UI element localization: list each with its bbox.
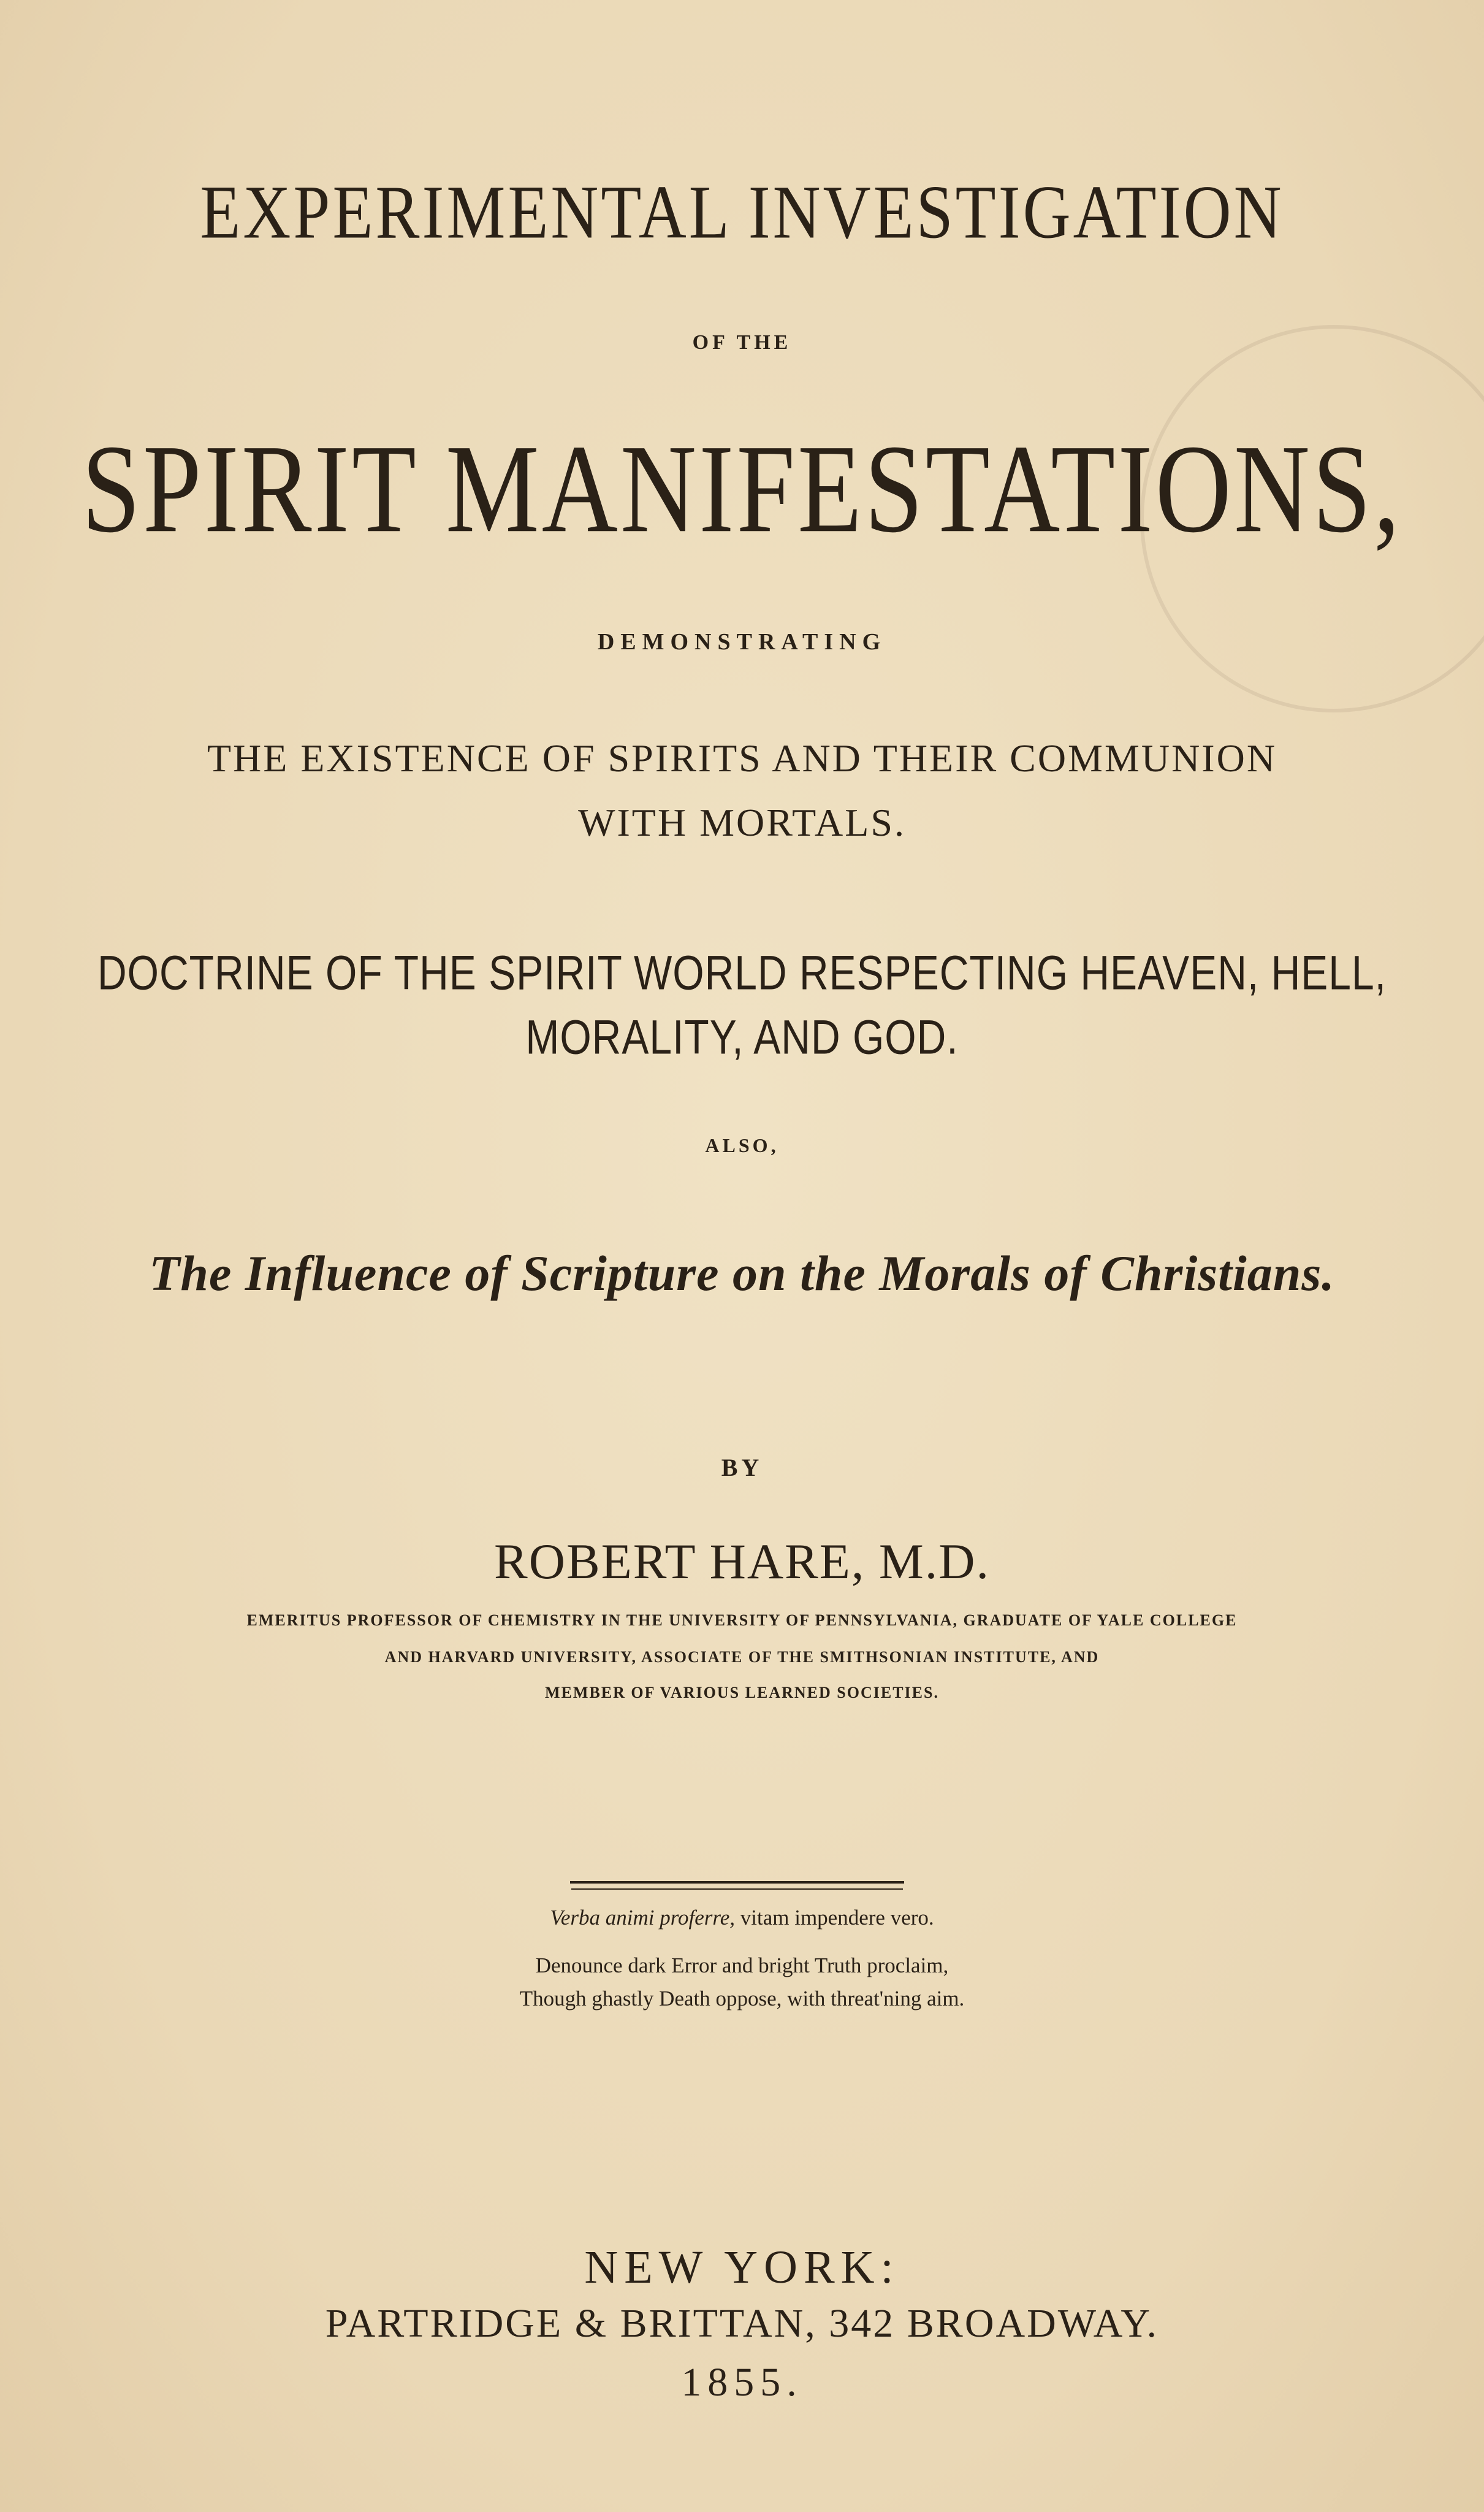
imprint-publisher: PARTRIDGE & BRITTAN, 342 BROADWAY. [325, 2301, 1159, 2346]
motto-verse-2: Though ghastly Death oppose, with threat'ning aim. [519, 1987, 965, 2010]
motto-latin-rest: vitam impendere vero. [735, 1906, 934, 1930]
main-title: SPIRIT MANIFESTATIONS, [82, 419, 1402, 559]
subtitle-line-1: THE EXISTENCE OF SPIRITS AND THEIR COMMUNION [207, 736, 1277, 780]
motto-verse-1: Denounce dark Error and bright Truth proclaim, [535, 1953, 949, 1977]
by-label: BY [721, 1454, 763, 1481]
title-line-2: OF THE [692, 331, 792, 354]
subtitle-demonstrating: DEMONSTRATING [597, 629, 887, 655]
imprint-year: 1855. [681, 2360, 803, 2405]
credentials-line-2: AND HARVARD UNIVERSITY, ASSOCIATE OF THE SMITHSONIAN INSTITUTE, AND [384, 1648, 1100, 1666]
imprint-city: NEW YORK: [584, 2242, 900, 2293]
also-label: ALSO, [705, 1134, 779, 1156]
doctrine-line-2: MORALITY, AND GOD. [525, 1009, 959, 1064]
credentials-line-3: MEMBER OF VARIOUS LEARNED SOCIETIES. [545, 1684, 939, 1701]
title-line-1: EXPERIMENTAL INVESTIGATION [200, 170, 1284, 254]
author-name: ROBERT HARE, M.D. [494, 1533, 990, 1589]
divider-rule-thin [571, 1888, 903, 1890]
divider-rule [570, 1881, 904, 1884]
credentials-line-1: EMERITUS PROFESSOR OF CHEMISTRY IN THE UNIVERSITY OF PENNSYLVANIA, GRADUATE OF YALE COLLEGE [246, 1611, 1238, 1629]
subtitle-line-2: WITH MORTALS. [578, 801, 906, 844]
doctrine-line-1: DOCTRINE OF THE SPIRIT WORLD RESPECTING HEAVEN, HELL, [97, 945, 1387, 1000]
influence-title: The Influence of Scripture on the Morals of Christians. [149, 1245, 1335, 1301]
motto-latin-italic: Verba animi proferre, [550, 1906, 736, 1930]
motto-latin [0, 1906, 1484, 1930]
